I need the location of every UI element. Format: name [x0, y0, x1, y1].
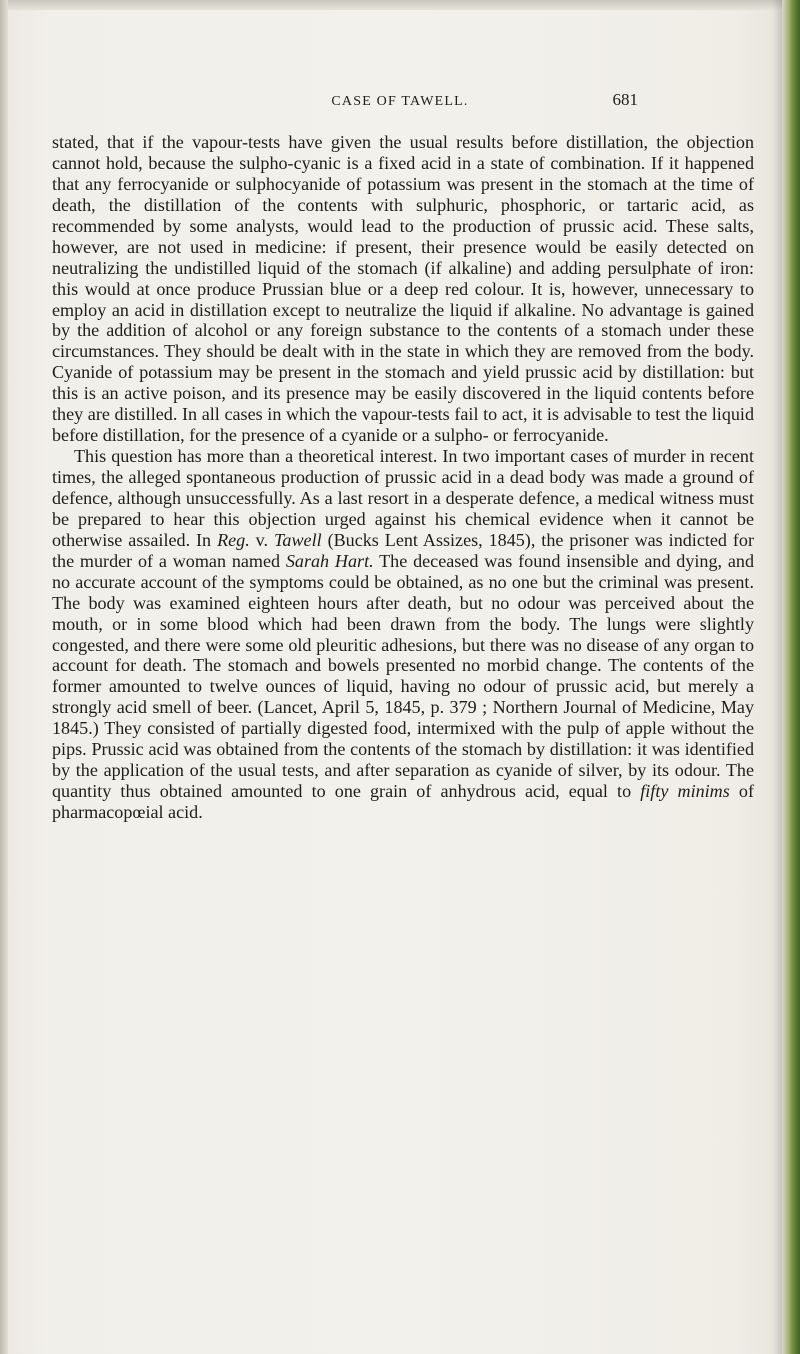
body-text: [52, 132, 754, 823]
page-left-edge: [0, 0, 8, 1354]
text-segment: stated, that if the vapour-tests have given the usual results before distillation, the objection cannot hold, because the sulpho-cyanic is a fixed acid in a state of combination. If it happened that any ferrocyanide or sulphocyanide of potassium was present in the stomach at the time of death, the distillation of the contents with sulphuric, phosphoric, or tartaric acid, as recommended by some analysts, would lead to the production of prussic acid. These salts, however, are not used in medicine: if present, their presence would be easily detected on neutralizing the undistilled liquid of the stomach (if alkaline) and adding persulphate of iron: this would at once produce Prussian blue or a deep red colour. It is, however, unnecessary to employ an acid in distillation except to neutralize the liquid if alkaline. No advantage is gained by the addition of alcohol or any foreign substance to the contents of a stomach under these circumstances. They should be dealt with in the state in which they are removed from the body. Cyanide of potassium may be present in the stomach and yield prussic acid by distillation: but this is an active poison, and its presence may be easily discovered in the liquid contents before they are distilled. In all cases in which the vapour-tests fail to act, it is advisable to test the liquid before distillation, for the presence of a cyanide or a sulpho- or ferrocyanide.: [52, 132, 754, 446]
book-spine-edge: [782, 0, 800, 1354]
page-top-edge: [0, 0, 800, 10]
italic-text-segment: fifty minims: [640, 781, 730, 802]
running-head: CASE OF TAWELL.: [331, 94, 469, 109]
gutter-shadow: [772, 0, 782, 1354]
page-header: [0, 90, 800, 124]
text-segment: of pharmacopœial acid.: [52, 781, 754, 822]
paragraph: [52, 446, 754, 823]
text-segment: (Bucks Lent Assizes, 1845), the prisoner was indicted for the murder of a woman named: [52, 529, 754, 571]
paragraph: [52, 132, 754, 446]
text-segment: This question has more than a theoretical interest. In two important cases of murder in recent times, the alleged spontaneous production of prussic acid in a dead body was made a ground of defence, although unsuccessfully. As a last resort in a desperate defence, a medical witness must be prepared to hear this objection urged against his chemical evidence when it cannot be otherwise assailed. In: [52, 446, 754, 550]
italic-text-segment: Tawell: [274, 529, 322, 550]
italic-text-segment: Sarah Hart.: [285, 550, 374, 571]
text-segment: v.: [249, 529, 275, 550]
text-segment: The deceased was found insensible and dying, and no accurate account of the symptoms could be obtained, as no one but the criminal was present. The body was examined eighteen hours after death, but no odour was perceived about the mouth, or in some blood which had been drawn from the body. The lungs were slightly congested, and there were some old pleuritic adhesions, but there was no disease of any organ to account for death. The stomach and bowels presented no morbid change. The contents of the former amounted to twelve ounces of liquid, having no odour of prussic acid, but merely a strongly acid smell of beer. (Lancet, April 5, 1845, p. 379 ; Northern Journal of Medicine, May 1845.) They consisted of partially digested food, intermixed with the pulp of apple without the pips. Prussic acid was obtained from the contents of the stomach by distillation: it was identified by the application of the usual tests, and after separation as cyanide of silver, by its odour. The quantity thus obtained amounted to one grain of anhydrous acid, equal to: [52, 550, 754, 802]
page-number: 681: [612, 90, 638, 109]
italic-text-segment: Reg.: [217, 529, 250, 550]
